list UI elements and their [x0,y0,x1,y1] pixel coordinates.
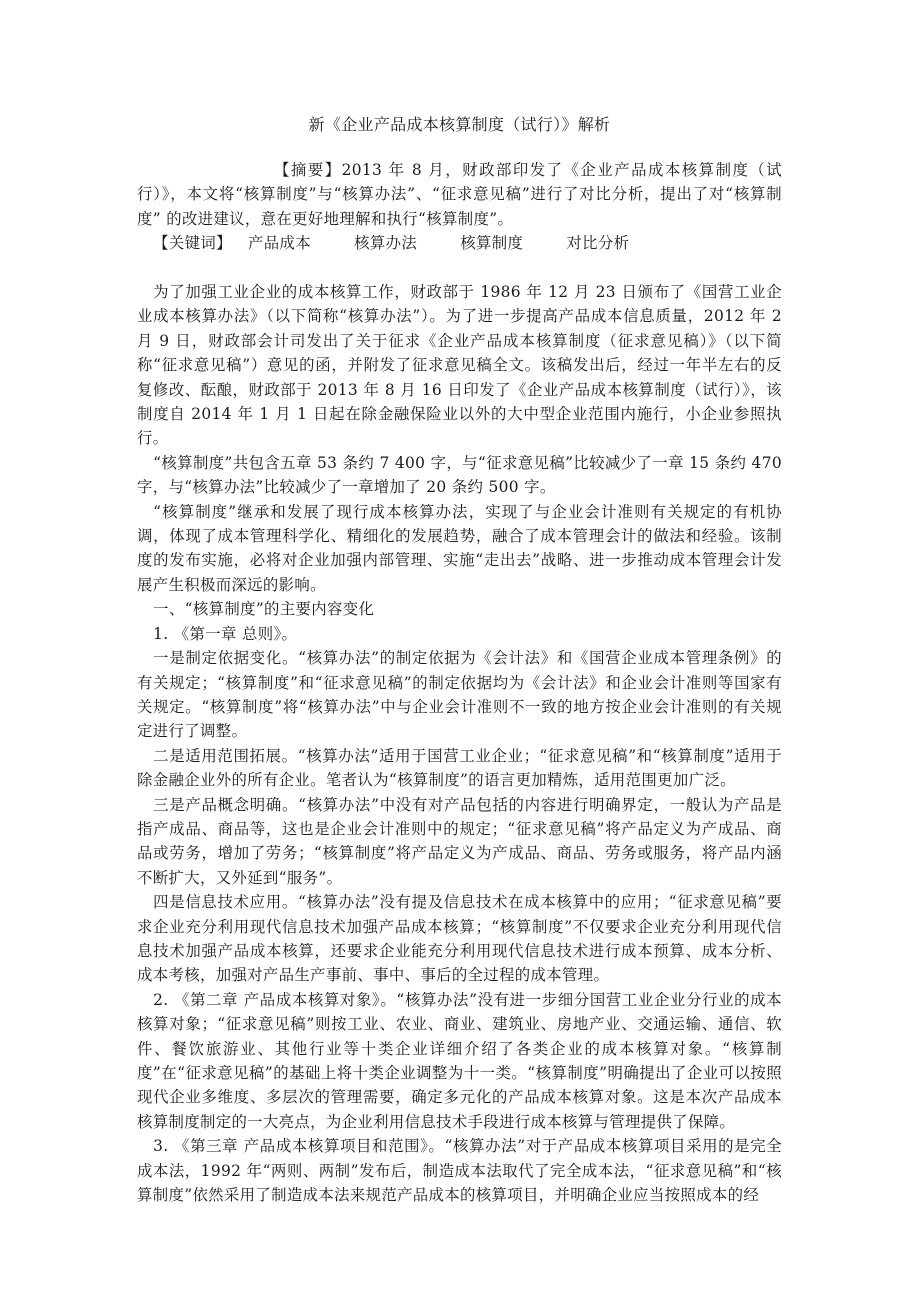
body-paragraph: 一是制定依据变化。“核算办法”的制定依据为《会计法》和《国营企业成本管理条例》的有关规定；“核算制度”和“征求意见稿”的制定依据均为《会计法》和企业会计准则等国家有关规定。“核算制度”将“核算办法”中与企业会计准则不一致的地方按企业会计准则的有关规定进行了调整。 [137,649,782,741]
keyword: 核算办法 [354,234,418,252]
keywords-line [137,231,782,255]
body-paragraph: 为了加强工业企业的成本核算工作，财政部于 1986 年 12 月 23 日颁布了《国营工业企业成本核算办法》（以下简称“核算办法”）。为了进一步提高产品成本信息质量，2012 年 2 月 9 日，财政部会计司发出了关于征求《企业产品成本核算制度（征求意见稿）》（以下简称“征求意见稿”）意见的函，并附发了征求意见稿全文。该稿发出后，经过一年半左右的反复修改、酝酿，财政部于 2013 年 8 月 16 日印发了《企业产品成本核算制度（试行）》，该制度自 2014 年 1 月 1 日起在除金融保险业以外的大中型企业范围内施行，小企业参照执行。 [137,283,782,448]
body-paragraph: 三是产品概念明确。“核算办法”中没有对产品包括的内容进行明确界定，一般认为产品是指产成品、商品等，这也是企业会计准则中的规定；“征求意见稿”将产品定义为产成品、商品或劳务，增加了劳务；“核算制度”将产品定义为产成品、商品、劳务或服务，将产品内涵不断扩大，又外延到“服务”。 [137,795,782,887]
section-heading: 一、“核算制度”的主要内容变化 [153,600,375,619]
body-paragraph: “核算制度”继承和发展了现行成本核算办法，实现了与企业会计准则有关规定的有机协调，体现了成本管理科学化、精细化的发展趋势，融合了成本管理会计的做法和经验。该制度的发布实施，必将对企业加强内部管理、实施“走出去”战略、进一步推动成本管理会计发展产生积极而深远的影响。 [137,502,782,594]
body-paragraph: 二是适用范围拓展。“核算办法”适用于国营工业企业；“征求意见稿”和“核算制度”适用于除金融企业外的所有企业。笔者认为“核算制度”的语言更加精炼，适用范围更加广泛。 [137,746,782,790]
keyword: 核算制度 [460,234,524,252]
document-title: 新《企业产品成本核算制度（试行）》解析 [308,115,611,134]
body-paragraph: 3. 《第三章 产品成本核算项目和范围》。“核算办法”对于产品成本核算项目采用的是完全成本法，1992 年“两则、两制”发布后，制造成本法取代了完全成本法，“征求意见稿”和“核算制度”依然采用了制造成本法来规范产品成本的核算项目，并明确企业应当按照成本的经 [137,1137,782,1205]
abstract-paragraph: 【摘要】2013 年 8 月，财政部印发了《企业产品成本核算制度（试行）》，本文将“核算制度”与“核算办法”、“征求意见稿”进行了对比分析，提出了对“核算制度” 的改进建议，意在更好地理解和执行“核算制度”。 [137,161,782,228]
keyword: 对比分析 [566,234,630,252]
subsection-heading: 1. 《第一章 总则》。 [153,624,298,643]
body-paragraph: 2. 《第二章 产品成本核算对象》。“核算办法”没有进一步细分国营工业企业分行业的成本核算对象；“征求意见稿”则按工业、农业、商业、建筑业、房地产业、交通运输、通信、软件、餐饮旅游业、其他行业等十类企业详细介绍了各类企业的成本核算对象。“核算制度”在“征求意见稿”的基础上将十类企业调整为十一类。“核算制度”明确提出了企业可以按照现代企业多维度、多层次的管理需要，确定多元化的产品成本核算对象。这是本次产品成本核算制度制定的一大亮点，为企业利用信息技术手段进行成本核算与管理提供了保障。 [137,990,782,1131]
body-paragraph: 四是信息技术应用。“核算办法”没有提及信息技术在成本核算中的应用；“征求意见稿”要求企业充分利用现代信息技术加强产品成本核算；“核算制度”不仅要求企业充分利用现代信息技术加强产品成本核算，还要求企业能充分利用现代信息技术进行成本预算、成本分析、成本考核，加强对产品生产事前、事中、事后的全过程的成本管理。 [137,893,782,985]
keyword: 产品成本 [248,234,311,252]
keywords-label: 【关键词】 [153,234,232,252]
document-body [137,280,782,1207]
body-paragraph: “核算制度”共包含五章 53 条约 7 400 字，与“征求意见稿”比较减少了一章 15 条约 470 字，与“核算办法”比较减少了一章增加了 20 条约 500 字。 [137,453,782,497]
